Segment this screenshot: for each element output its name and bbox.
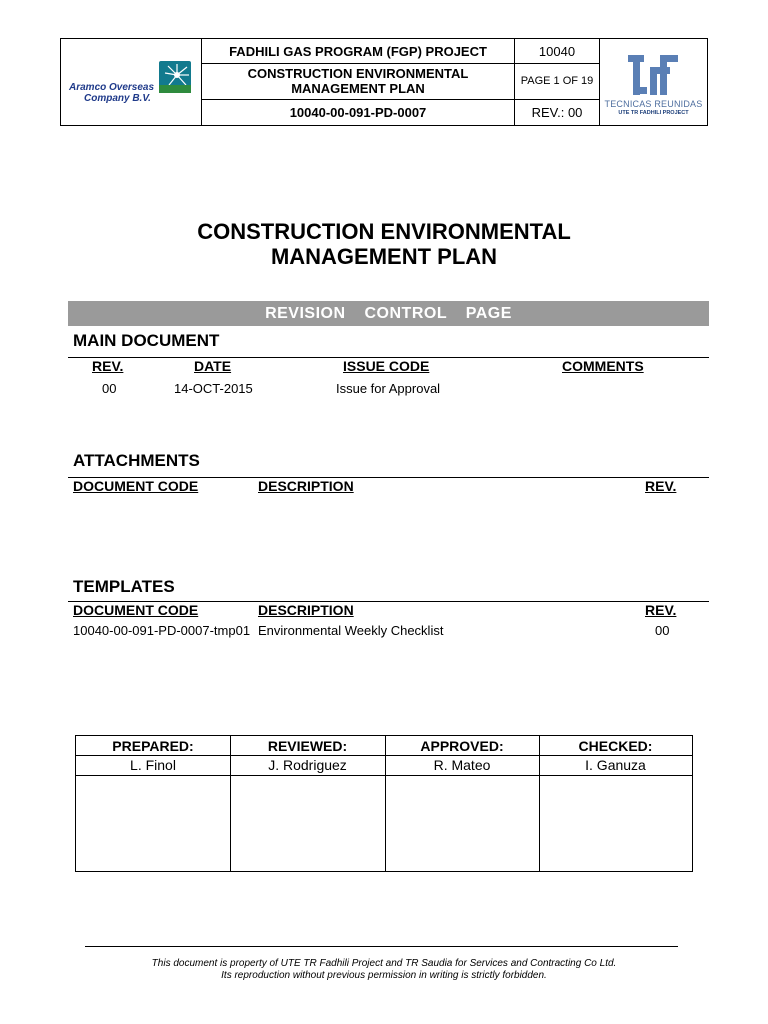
signature-checked bbox=[539, 736, 692, 871]
page-title bbox=[0, 219, 768, 269]
signature-name: R. Mateo bbox=[385, 755, 539, 776]
col-rev: REV. bbox=[92, 358, 124, 374]
aramco-star-icon bbox=[159, 61, 191, 93]
project-title: FADHILI GAS PROGRAM (FGP) PROJECT bbox=[202, 39, 514, 64]
signature-approved bbox=[385, 736, 540, 871]
attachments-heading: ATTACHMENTS bbox=[73, 451, 200, 470]
aramco-logo-text bbox=[69, 82, 154, 104]
signature-role: PREPARED: bbox=[76, 736, 230, 756]
header-doc-title-line1: CONSTRUCTION ENVIRONMENTAL bbox=[247, 66, 469, 81]
templates-col-description: DESCRIPTION bbox=[258, 602, 354, 618]
doc-number: 10040-00-091-PD-0007 bbox=[289, 104, 427, 120]
signature-role: APPROVED: bbox=[385, 736, 539, 756]
main-document-heading: MAIN DOCUMENT bbox=[73, 331, 220, 350]
attachments-col-code: DOCUMENT CODE bbox=[73, 478, 199, 494]
header-doc-title-line2: MANAGEMENT PLAN bbox=[291, 81, 425, 96]
aramco-logo-line2: Company B.V. bbox=[84, 93, 151, 104]
footer-rule bbox=[85, 946, 678, 947]
header-info-right bbox=[515, 39, 600, 125]
page-title-line1: CONSTRUCTION ENVIRONMENTAL bbox=[197, 219, 571, 244]
page-indicator: PAGE 1 OF 19 bbox=[515, 63, 599, 100]
header-info-middle bbox=[202, 39, 515, 125]
signature-role: CHECKED: bbox=[539, 736, 692, 756]
main-row-issue-code: Issue for Approval bbox=[336, 381, 441, 396]
document-header bbox=[60, 38, 708, 126]
signature-name: L. Finol bbox=[76, 755, 230, 776]
main-row-date: 14-OCT-2015 bbox=[174, 381, 253, 396]
header-doc-title bbox=[202, 63, 514, 100]
aramco-logo-line1: Aramco Overseas bbox=[69, 82, 155, 93]
templates-col-code: DOCUMENT CODE bbox=[73, 602, 199, 618]
project-code: 10040 bbox=[515, 39, 599, 64]
template-row-description: Environmental Weekly Checklist bbox=[258, 623, 444, 638]
aramco-logo bbox=[61, 39, 202, 125]
tr-logo-sub: UTE TR FADHILI PROJECT bbox=[618, 110, 689, 116]
attachments-col-rev: REV. bbox=[645, 478, 677, 494]
col-comments: COMMENTS bbox=[562, 358, 644, 374]
signature-prepared bbox=[76, 736, 231, 871]
signature-role: REVIEWED: bbox=[230, 736, 385, 756]
template-row-rev: 00 bbox=[655, 623, 670, 638]
template-row-code: 10040-00-091-PD-0007-tmp01 bbox=[73, 623, 251, 638]
signature-table bbox=[75, 735, 693, 872]
templates-col-rev: REV. bbox=[645, 602, 677, 618]
revision-indicator: REV.: 00 bbox=[531, 104, 583, 120]
templates-heading: TEMPLATES bbox=[73, 577, 175, 596]
signature-name: J. Rodriguez bbox=[230, 755, 385, 776]
tecnicas-reunidas-logo bbox=[600, 39, 707, 125]
main-row-rev: 00 bbox=[102, 381, 117, 396]
footer-line2: Its reproduction without previous permission in writing is strictly forbidden. bbox=[221, 970, 547, 981]
tr-mark-icon bbox=[626, 53, 682, 97]
page-title-line2: MANAGEMENT PLAN bbox=[270, 244, 498, 269]
revision-control-banner: REVISION CONTROL PAGE bbox=[68, 301, 709, 326]
tr-logo-name: TECNICAS REUNIDAS bbox=[604, 99, 703, 109]
attachments-col-description: DESCRIPTION bbox=[258, 478, 354, 494]
signature-name: I. Ganuza bbox=[539, 755, 692, 776]
signature-reviewed bbox=[230, 736, 386, 871]
footer-line1: This document is property of UTE TR Fadhili Project and TR Saudia for Services and Contracting Co Ltd. bbox=[151, 958, 617, 969]
footer-notice bbox=[0, 958, 768, 982]
col-date: DATE bbox=[194, 358, 232, 374]
col-issue-code: ISSUE CODE bbox=[343, 358, 430, 374]
